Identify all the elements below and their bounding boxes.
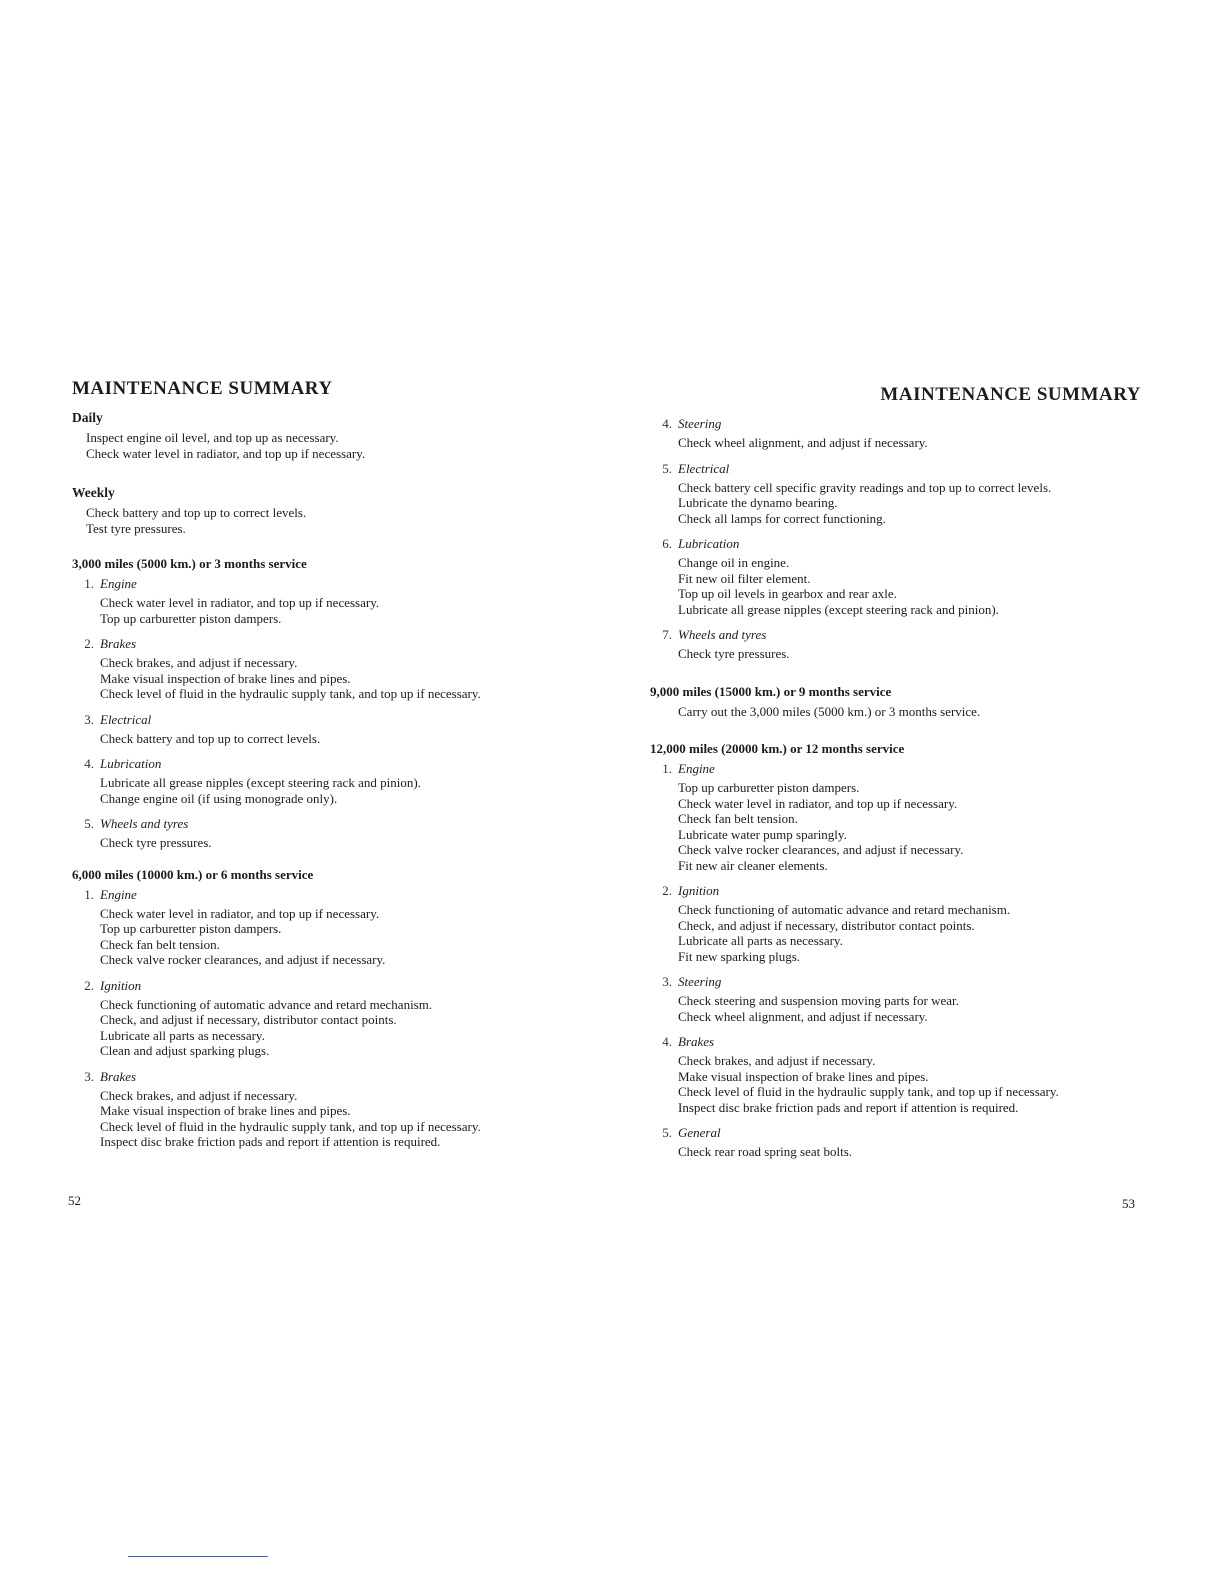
item-number: 7. (662, 627, 672, 642)
line: Make visual inspection of brake lines and pipes. (100, 670, 351, 686)
item-number: 5. (662, 1125, 672, 1140)
line: Check water level in radiator, and top up if necessary. (100, 905, 380, 921)
line: Lubricate the dynamo bearing. (678, 495, 838, 510)
line: Make visual inspection of brake lines and pipes. (678, 1068, 929, 1084)
line: Change oil in engine. (678, 555, 790, 570)
line: Check water level in radiator, and top up if necessary. (100, 595, 380, 610)
line: Lubricate all parts as necessary. (100, 1027, 265, 1043)
service-item (72, 576, 592, 626)
line: Change engine oil (if using monograde only). (100, 790, 338, 806)
line: Lubricate all parts as necessary. (678, 933, 843, 948)
service-3000-section (72, 556, 592, 851)
divider (128, 1556, 268, 1557)
item-name: Brakes (100, 636, 137, 651)
section-heading: 3,000 miles (5000 km.) or 3 months service (72, 556, 307, 571)
service-item (72, 978, 592, 1059)
continued-items (650, 416, 1170, 662)
item-number: 2. (662, 883, 672, 898)
item-number: 2. (84, 977, 94, 993)
item-name: Wheels and tyres (678, 627, 767, 642)
item-name: Ignition (100, 977, 142, 993)
service-item (650, 974, 1170, 1024)
section-lines (72, 430, 592, 461)
service-item (72, 887, 592, 968)
item-number: 4. (662, 416, 672, 431)
line: Check water level in radiator, and top up if necessary. (86, 445, 366, 461)
line: Inspect engine oil level, and top up as necessary. (86, 430, 339, 445)
service-item (650, 416, 1170, 451)
line: Check functioning of automatic advance and retard mechanism. (678, 902, 1011, 917)
line: Check steering and suspension moving parts for wear. (678, 993, 959, 1008)
item-name: Steering (678, 974, 722, 989)
service-item (72, 712, 592, 747)
item-name: Steering (678, 416, 722, 431)
line: Top up carburetter piston dampers. (100, 610, 282, 626)
page-title: MAINTENANCE SUMMARY (880, 384, 1141, 405)
left-column (72, 410, 592, 1168)
line: Check tyre pressures. (100, 835, 212, 850)
section-heading: 12,000 miles (20000 km.) or 12 months service (650, 741, 905, 756)
service-item (72, 756, 592, 806)
line: Check tyre pressures. (678, 646, 790, 661)
line: Check battery cell specific gravity readings and top up to correct levels. (678, 479, 1052, 495)
line: Inspect disc brake friction pads and report if attention is required. (100, 1134, 441, 1149)
service-item (650, 1125, 1170, 1160)
service-item (650, 1034, 1170, 1115)
line: Check, and adjust if necessary, distributor contact points. (678, 917, 975, 933)
line: Fit new oil filter element. (678, 570, 811, 586)
left-page (0, 0, 600, 1584)
service-item (650, 461, 1170, 527)
line: Check wheel alignment, and adjust if necessary. (678, 435, 928, 450)
line: Test tyre pressures. (86, 520, 186, 536)
item-name: Lubrication (678, 536, 740, 551)
service-item (72, 816, 592, 851)
line: Lubricate all grease nipples (except steering rack and pinion). (678, 601, 999, 617)
service-9000-section (650, 684, 1170, 720)
line: Check rear road spring seat bolts. (678, 1144, 853, 1159)
line: Check valve rocker clearances, and adjust if necessary. (100, 952, 386, 967)
page-number: 53 (1122, 1196, 1135, 1211)
item-name: Electrical (100, 711, 152, 727)
line: Fit new air cleaner elements. (678, 857, 828, 873)
line: Top up carburetter piston dampers. (100, 921, 282, 936)
line: Check brakes, and adjust if necessary. (100, 1087, 298, 1103)
page-number: 52 (68, 1193, 81, 1208)
page-title: MAINTENANCE SUMMARY (72, 378, 333, 399)
line: Check wheel alignment, and adjust if necessary. (678, 1008, 928, 1024)
service-12000-section (650, 741, 1170, 1160)
item-number: 1. (84, 576, 94, 591)
section-heading: 6,000 miles (10000 km.) or 6 months service (72, 866, 314, 882)
service-item (72, 636, 592, 702)
line: Inspect disc brake friction pads and report if attention is required. (678, 1099, 1019, 1115)
item-name: Wheels and tyres (100, 816, 189, 831)
section-heading: Weekly (72, 485, 115, 500)
item-number: 4. (84, 756, 94, 771)
service-item (650, 536, 1170, 617)
right-page (612, 0, 1224, 1584)
section-lines (72, 505, 592, 536)
item-name: Brakes (678, 1034, 715, 1049)
item-name: Electrical (678, 460, 730, 476)
line: Lubricate water pump sparingly. (678, 826, 847, 842)
section-heading: 9,000 miles (15000 km.) or 9 months service (650, 683, 892, 699)
line: Clean and adjust sparking plugs. (100, 1043, 270, 1058)
line: Check battery and top up to correct levels. (100, 730, 321, 746)
section-heading: Daily (72, 410, 103, 425)
right-column (650, 416, 1170, 1178)
item-name: Engine (100, 576, 137, 591)
line: Check level of fluid in the hydraulic supply tank, and top up if necessary. (100, 1118, 481, 1134)
line: Check level of fluid in the hydraulic supply tank, and top up if necessary. (100, 686, 481, 701)
item-number: 5. (84, 816, 94, 831)
item-number: 3. (662, 974, 672, 989)
service-item (72, 1069, 592, 1150)
weekly-section (72, 485, 592, 536)
line: Check brakes, and adjust if necessary. (678, 1053, 876, 1068)
item-number: 3. (84, 711, 94, 727)
line: Check valve rocker clearances, and adjust if necessary. (678, 842, 964, 857)
line: Carry out the 3,000 miles (5000 km.) or 3 months service. (678, 703, 981, 719)
line: Make visual inspection of brake lines and pipes. (100, 1103, 351, 1118)
item-name: Ignition (678, 883, 720, 898)
line: Check level of fluid in the hydraulic supply tank, and top up if necessary. (678, 1084, 1059, 1099)
line: Top up carburetter piston dampers. (678, 780, 860, 795)
service-item (650, 883, 1170, 964)
line: Check, and adjust if necessary, distributor contact points. (100, 1012, 397, 1027)
item-number: 1. (662, 761, 672, 776)
line: Top up oil levels in gearbox and rear axle. (678, 586, 897, 601)
line: Check fan belt tension. (100, 936, 220, 952)
service-item (650, 627, 1170, 662)
service-6000-section (72, 867, 592, 1150)
item-name: Brakes (100, 1068, 137, 1084)
daily-section (72, 410, 592, 461)
item-number: 2. (84, 636, 94, 651)
line: Fit new sparking plugs. (678, 948, 801, 964)
service-item (650, 761, 1170, 873)
item-number: 1. (84, 886, 94, 902)
line: Lubricate all grease nipples (except steering rack and pinion). (100, 775, 421, 790)
item-name: Engine (678, 761, 715, 776)
line: Check fan belt tension. (678, 811, 798, 826)
line: Check functioning of automatic advance and retard mechanism. (100, 996, 433, 1012)
item-number: 3. (84, 1068, 94, 1084)
item-number: 5. (662, 460, 672, 476)
item-name: Engine (100, 886, 137, 902)
item-number: 4. (662, 1034, 672, 1049)
item-name: General (678, 1125, 721, 1140)
line: Check all lamps for correct functioning. (678, 510, 886, 526)
line: Check brakes, and adjust if necessary. (100, 655, 298, 670)
item-number: 6. (662, 536, 672, 551)
line: Check water level in radiator, and top up if necessary. (678, 795, 958, 811)
line: Check battery and top up to correct levels. (86, 505, 307, 520)
item-name: Lubrication (100, 756, 162, 771)
